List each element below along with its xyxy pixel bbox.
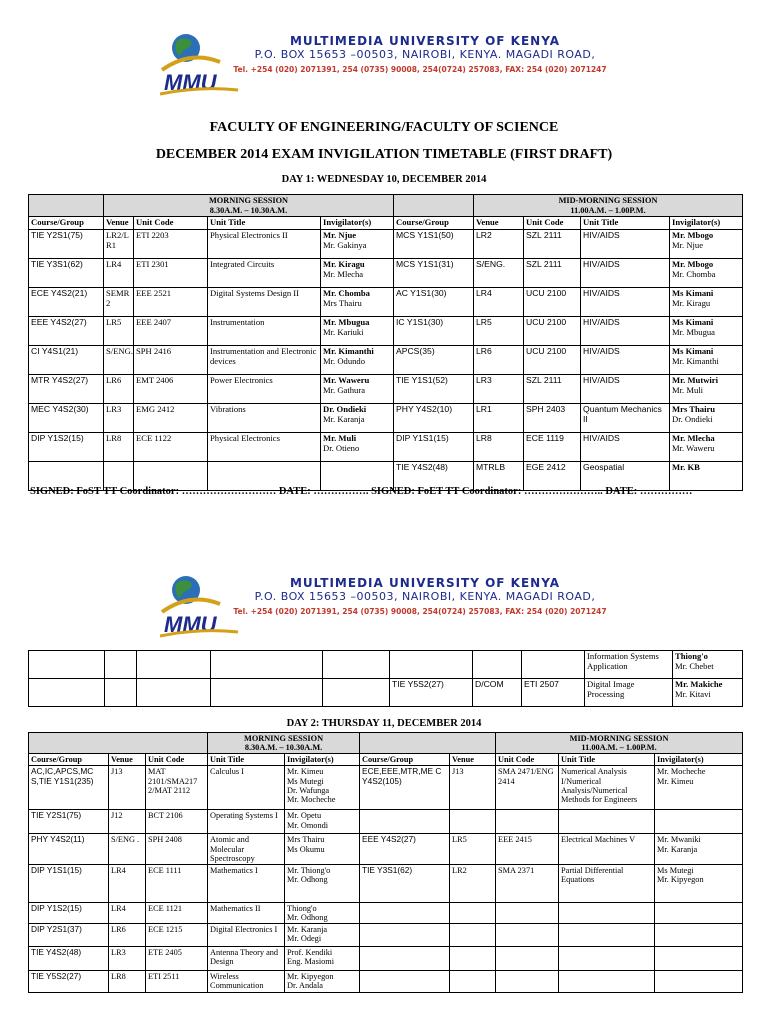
session-label: MORNING SESSION — [208, 196, 289, 205]
course-cell: TIE Y2S1(75) — [29, 229, 104, 258]
morning-session-header — [104, 195, 394, 217]
course-cell: PHY Y4S2(11) — [29, 834, 109, 864]
unit-code-cell: SPH 2403 — [524, 403, 581, 432]
col-code: Unit Code — [134, 217, 208, 230]
unit-title-cell: Geospatial — [581, 461, 670, 490]
unit-title-cell: HIV/AIDS — [581, 432, 670, 461]
col-venue: Venue — [109, 754, 146, 766]
unit-title-cell: Partial Differential Equations — [559, 864, 655, 902]
unit-title-cell: Digital Electronics I — [208, 924, 285, 947]
unit-code-cell: EMT 2406 — [134, 374, 208, 403]
venue-cell: LR2/L R1 — [104, 229, 134, 258]
venue-cell — [450, 810, 496, 834]
unit-code-cell: ECE 1122 — [134, 432, 208, 461]
invigilator-secondary: Mr. Karanja — [323, 413, 365, 424]
university-address: P.O. BOX 15653 –00503, NAIROBI, KENYA. MAGADI ROAD, — [254, 48, 596, 61]
course-cell — [29, 651, 105, 679]
invigilator-cell: Mrs Thairu Ms Okumu — [285, 834, 360, 864]
venue-cell: S/ENG. — [104, 345, 134, 374]
unit-code-cell — [137, 679, 211, 707]
course-cell: PHY Y4S2(10) — [394, 403, 474, 432]
unit-code-cell: ECE 1119 — [524, 432, 581, 461]
day1-title: DAY 1: WEDNESDAY 10, DECEMBER 2014 — [281, 174, 487, 185]
unit-code-cell: SZL 2111 — [524, 229, 581, 258]
table-row — [29, 229, 743, 258]
unit-title-cell: Digital Image Processing — [585, 679, 673, 707]
col-venue: Venue — [104, 217, 134, 230]
venue-cell: LR8 — [474, 432, 524, 461]
invigilator-primary: Mr. KB — [672, 461, 700, 472]
invigilator-primary: Mr. Mbogo — [672, 229, 714, 240]
venue-cell: LR1 — [474, 403, 524, 432]
venue-cell — [105, 651, 137, 679]
venue-cell: LR3 — [104, 403, 134, 432]
university-tel: Tel. +254 (020) 2071391, 254 (0735) 90008, 254(0724) 257083, FAX: 254 (020) 2071247 — [233, 65, 607, 74]
unit-code-cell — [496, 902, 559, 923]
venue-cell: LR3 — [109, 947, 146, 971]
table-row — [29, 345, 743, 374]
col-code: Unit Code — [146, 754, 208, 766]
unit-title-cell: Integrated Circuits — [208, 258, 321, 287]
faculty-title: FACULTY OF ENGINEERING/FACULTY OF SCIENCE — [209, 120, 559, 135]
venue-cell: SEMR 2 — [104, 287, 134, 316]
unit-code-cell: ETI 2203 — [134, 229, 208, 258]
exam-title: DECEMBER 2014 EXAM INVIGILATION TIMETABLE (FIRST DRAFT) — [155, 147, 613, 162]
unit-code-cell: EEE 2521 — [134, 287, 208, 316]
unit-code-cell: UCU 2100 — [524, 287, 581, 316]
course-cell: EEE Y4S2(27) — [360, 834, 450, 864]
table-row — [29, 902, 743, 923]
course-cell — [29, 679, 105, 707]
course-cell — [360, 971, 450, 993]
col-course: Course/Group — [29, 754, 109, 766]
unit-code-cell: SZL 2111 — [524, 258, 581, 287]
invigilator-cell — [321, 403, 394, 432]
unit-title-cell: Quantum Mechanics II — [581, 403, 670, 432]
course-cell: MTR Y4S2(27) — [29, 374, 104, 403]
invigilator-secondary: Mr. Njue — [672, 239, 704, 250]
table-row — [29, 403, 743, 432]
invigilator-cell: Ms Mutegi Mr. Kipyegon — [655, 864, 743, 902]
invigilator-cell — [321, 374, 394, 403]
col-invigilators: Invigilator(s) — [285, 754, 360, 766]
venue-cell: J13 — [109, 766, 146, 810]
venue-cell: LR5 — [104, 316, 134, 345]
venue-cell — [450, 924, 496, 947]
venue-cell: LR3 — [474, 374, 524, 403]
invigilator-primary: Thiong'o — [675, 651, 708, 661]
venue-cell: LR2 — [450, 864, 496, 902]
col-code: Unit Code — [496, 754, 559, 766]
table-row — [29, 834, 743, 864]
unit-code-cell — [496, 971, 559, 993]
course-cell: ECE Y4S2(21) — [29, 287, 104, 316]
col-course: Course/Group — [29, 217, 104, 230]
unit-title-cell: Numerical Analysis I/Numerical Analysis/Numerical Methods for Engineers — [559, 766, 655, 810]
course-cell: AC,IC,APCS,MC S,TIE Y1S1(235) — [29, 766, 109, 810]
col-title: Unit Title — [208, 754, 285, 766]
col-title: Unit Title — [208, 217, 321, 230]
invigilator-primary: Ms Kimani — [672, 316, 714, 327]
unit-code-cell: ETI 2511 — [146, 971, 208, 993]
header-blank — [29, 733, 208, 754]
table-row — [29, 810, 743, 834]
unit-code-cell: SMA 2471/ENG 2414 — [496, 766, 559, 810]
invigilator-cell — [321, 345, 394, 374]
unit-title-cell: Operating Systems I — [208, 810, 285, 834]
course-cell: DIP Y1S1(15) — [29, 864, 109, 902]
unit-title-cell — [559, 902, 655, 923]
mmu-logo-icon — [160, 572, 240, 642]
unit-title-cell: Wireless Communication — [208, 971, 285, 993]
unit-title-cell: HIV/AIDS — [581, 374, 670, 403]
invigilator-secondary: Mr. Mbugua — [672, 326, 715, 337]
table-row — [29, 947, 743, 971]
unit-title-cell — [559, 947, 655, 971]
invigilator-secondary: Mrs Thairu — [323, 297, 362, 308]
unit-code-cell: SPH 2408 — [146, 834, 208, 864]
invigilator-secondary: Mr. Mlecha — [323, 268, 364, 279]
invigilator-cell — [321, 287, 394, 316]
venue-cell — [450, 947, 496, 971]
invigilator-secondary: Dr. Ondieki — [672, 413, 713, 424]
invigilator-cell: Mr. Opetu Mr. Omondi — [285, 810, 360, 834]
unit-title-cell: Mathematics II — [208, 902, 285, 923]
invigilator-cell — [655, 810, 743, 834]
unit-code-cell — [496, 810, 559, 834]
morning-session-header — [208, 733, 360, 754]
venue-cell: LR2 — [474, 229, 524, 258]
unit-title-cell: Mathematics I — [208, 864, 285, 902]
unit-code-cell — [522, 651, 585, 679]
course-cell: DIP Y1S1(15) — [394, 432, 474, 461]
invigilator-primary: Mr. Kimanthi — [323, 345, 374, 356]
col-course: Course/Group — [360, 754, 450, 766]
invigilator-cell — [655, 924, 743, 947]
course-cell: CI Y4S1(21) — [29, 345, 104, 374]
mid-session-header — [496, 733, 743, 754]
venue-cell: MTRLB — [474, 461, 524, 490]
session-time: 11.00A.M. – 1.00P.M. — [581, 743, 657, 753]
venue-cell: LR8 — [104, 432, 134, 461]
invigilator-cell: Mr. Mocheche Mr. Kimeu — [655, 766, 743, 810]
table-row — [29, 651, 743, 679]
col-venue: Venue — [450, 754, 496, 766]
invigilator-secondary: Mr. Gathura — [323, 384, 366, 395]
invigilator-cell — [670, 432, 743, 461]
university-name: MULTIMEDIA UNIVERSITY OF KENYA — [289, 576, 561, 590]
table-row — [29, 924, 743, 947]
continuation-table — [28, 650, 743, 707]
invigilator-primary: Mr. Njue — [323, 229, 357, 240]
unit-title-cell: Digital Systems Design II — [208, 287, 321, 316]
invigilator-secondary: Mr. Odundo — [323, 355, 366, 366]
unit-title-cell: HIV/AIDS — [581, 287, 670, 316]
invigilator-secondary: Mr. Kimanthi — [672, 355, 719, 366]
unit-code-cell: BCT 2106 — [146, 810, 208, 834]
unit-title-cell: Power Electronics — [208, 374, 321, 403]
invigilator-secondary: Mr. Chebet — [675, 660, 714, 671]
header-blank — [394, 195, 474, 217]
col-invigilators: Invigilator(s) — [321, 217, 394, 230]
venue-cell: LR8 — [109, 971, 146, 993]
venue-cell: J13 — [450, 766, 496, 810]
course-cell: DIP Y1S2(15) — [29, 432, 104, 461]
table-row — [29, 766, 743, 810]
invigilator-cell: Mr. Kimeu Ms Mutegi Dr. Wafunga Mr. Mocheche — [285, 766, 360, 810]
venue-cell: D/COM — [473, 679, 522, 707]
venue-cell — [450, 902, 496, 923]
invigilator-cell: Mr. Mwaniki Mr. Karanja — [655, 834, 743, 864]
venue-cell: LR6 — [109, 924, 146, 947]
venue-cell: LR6 — [104, 374, 134, 403]
unit-code-cell: SPH 2416 — [134, 345, 208, 374]
venue-cell: LR6 — [474, 345, 524, 374]
invigilator-cell — [655, 947, 743, 971]
unit-title-cell — [559, 924, 655, 947]
unit-code-cell: ETE 2405 — [146, 947, 208, 971]
unit-title-cell — [211, 679, 323, 707]
invigilator-primary: Mr. Waweru — [323, 374, 370, 385]
university-address: P.O. BOX 15653 –00503, NAIROBI, KENYA. MAGADI ROAD, — [254, 590, 596, 603]
venue-cell — [473, 651, 522, 679]
session-label: MID-MORNING SESSION — [558, 196, 658, 205]
svg-text:MMU: MMU — [164, 612, 217, 637]
course-cell: MCS Y1S1(50) — [394, 229, 474, 258]
course-cell: DIP Y1S2(15) — [29, 902, 109, 923]
unit-title-cell — [211, 651, 323, 679]
invigilator-primary: Mr. Mbogo — [672, 258, 714, 269]
unit-title-cell: Calculus I — [208, 766, 285, 810]
table-row — [29, 432, 743, 461]
invigilator-cell — [321, 432, 394, 461]
unit-code-cell: ECE 1121 — [146, 902, 208, 923]
unit-title-cell: Information Systems Application — [585, 651, 673, 679]
invigilator-primary: Ms Kimani — [672, 345, 714, 356]
invigilator-cell — [673, 679, 743, 707]
invigilator-cell — [655, 902, 743, 923]
unit-title-cell — [559, 810, 655, 834]
header-blank — [29, 195, 104, 217]
unit-code-cell — [496, 924, 559, 947]
course-cell — [360, 902, 450, 923]
course-cell: TIE Y5S2(27) — [390, 679, 473, 707]
invigilator-cell — [670, 229, 743, 258]
unit-code-cell: SZL 2111 — [524, 374, 581, 403]
invigilator-cell — [670, 258, 743, 287]
invigilator-primary: Mr. Makiche — [675, 679, 723, 689]
invigilator-cell: Mr. Kipyegon Dr. Andala — [285, 971, 360, 993]
unit-code-cell: EMG 2412 — [134, 403, 208, 432]
venue-cell: J12 — [109, 810, 146, 834]
table-row — [29, 864, 743, 902]
table-row — [29, 287, 743, 316]
day2-title: DAY 2: THURSDAY 11, DECEMBER 2014 — [286, 718, 482, 729]
session-time: 8.30A.M. – 10.30A.M. — [244, 743, 323, 753]
university-header — [160, 572, 610, 642]
unit-code-cell: ETI 2507 — [522, 679, 585, 707]
unit-code-cell: EGE 2412 — [524, 461, 581, 490]
invigilator-secondary: Mr. Gakinya — [323, 239, 367, 250]
unit-title-cell: HIV/AIDS — [581, 345, 670, 374]
invigilator-cell — [670, 316, 743, 345]
university-name: MULTIMEDIA UNIVERSITY OF KENYA — [289, 34, 561, 48]
invigilator-cell: Prof. Kendiki Eng. Masiomi — [285, 947, 360, 971]
venue-cell — [105, 679, 137, 707]
invigilator-cell — [323, 651, 390, 679]
col-code: Unit Code — [524, 217, 581, 230]
unit-title-cell: Physical Electronics II — [208, 229, 321, 258]
header-blank — [360, 733, 496, 754]
invigilator-secondary: Mr. Chomba — [672, 268, 716, 279]
unit-code-cell: EEE 2415 — [496, 834, 559, 864]
course-cell — [360, 810, 450, 834]
course-cell: TIE Y3S1(62) — [360, 864, 450, 902]
venue-cell: LR4 — [104, 258, 134, 287]
unit-title-cell: HIV/AIDS — [581, 258, 670, 287]
invigilator-secondary: Mr. Waweru — [672, 442, 715, 453]
unit-title-cell: Physical Electronics — [208, 432, 321, 461]
venue-cell: S/ENG . — [109, 834, 146, 864]
unit-title-cell — [559, 971, 655, 993]
invigilator-cell — [655, 971, 743, 993]
unit-title-cell: HIV/AIDS — [581, 316, 670, 345]
invigilator-cell — [321, 316, 394, 345]
invigilator-cell — [670, 403, 743, 432]
course-cell: MCS Y1S1(31) — [394, 258, 474, 287]
course-cell: ECE,EEE,MTR,ME C Y4S2(105) — [360, 766, 450, 810]
invigilator-secondary: Mr. Muli — [672, 384, 704, 395]
invigilator-primary: Dr. Ondieki — [323, 403, 367, 414]
session-label: MID-MORNING SESSION — [569, 734, 669, 743]
svg-text:MMU: MMU — [164, 70, 217, 95]
venue-cell: LR4 — [474, 287, 524, 316]
unit-code-cell: UCU 2100 — [524, 345, 581, 374]
invigilator-primary: Mr. Muli — [323, 432, 357, 443]
unit-code-cell: ETI 2301 — [134, 258, 208, 287]
unit-code-cell: UCU 2100 — [524, 316, 581, 345]
invigilator-cell — [670, 287, 743, 316]
venue-cell: S/ENG. — [474, 258, 524, 287]
venue-cell: LR4 — [109, 864, 146, 902]
col-invigilators: Invigilator(s) — [655, 754, 743, 766]
course-cell: TIE Y4S2(48) — [29, 947, 109, 971]
invigilator-primary: Mr. Chomba — [323, 287, 370, 298]
invigilator-cell: Mr. Thiong'o Mr. Odhong — [285, 864, 360, 902]
signature-line: SIGNED: FoST TT Coordinator: ……………………… DATE: ……………. SIGNED: FoET TT Coordinator: ………………….. DATE: …………… — [30, 486, 693, 497]
invigilator-cell: Mr. Karanja Mr. Odegi — [285, 924, 360, 947]
venue-cell: LR4 — [109, 902, 146, 923]
day2-table — [28, 732, 743, 993]
university-header — [160, 30, 610, 100]
invigilator-secondary: Dr. Otieno — [323, 442, 360, 453]
unit-code-cell: ECE 1215 — [146, 924, 208, 947]
invigilator-cell — [321, 229, 394, 258]
invigilator-cell — [321, 258, 394, 287]
course-cell: MEC Y4S2(30) — [29, 403, 104, 432]
table-row — [29, 971, 743, 993]
unit-title-cell: Vibrations — [208, 403, 321, 432]
col-invigilators: Invigilator(s) — [670, 217, 743, 230]
unit-title-cell: Atomic and Molecular Spectroscopy — [208, 834, 285, 864]
unit-title-cell: Electrical Machines V — [559, 834, 655, 864]
invigilator-cell: Thiong'o Mr. Odhong — [285, 902, 360, 923]
session-label: MORNING SESSION — [244, 734, 324, 743]
col-course: Course/Group — [394, 217, 474, 230]
university-tel: Tel. +254 (020) 2071391, 254 (0735) 90008, 254(0724) 257083, FAX: 254 (020) 2071247 — [233, 607, 607, 616]
col-venue: Venue — [474, 217, 524, 230]
unit-code-cell — [496, 947, 559, 971]
table-row — [29, 316, 743, 345]
unit-code-cell — [137, 651, 211, 679]
course-cell: IC Y1S1(30) — [394, 316, 474, 345]
venue-cell — [450, 971, 496, 993]
col-title: Unit Title — [559, 754, 655, 766]
unit-code-cell: SMA 2371 — [496, 864, 559, 902]
course-cell — [360, 924, 450, 947]
col-title: Unit Title — [581, 217, 670, 230]
invigilator-primary: Mr. Kiragu — [323, 258, 365, 269]
course-cell: TIE Y2S1(75) — [29, 810, 109, 834]
course-cell: APCS(35) — [394, 345, 474, 374]
invigilator-secondary: Mr. Kariuki — [323, 326, 364, 337]
invigilator-primary: Ms Kimani — [672, 287, 714, 298]
venue-cell: LR5 — [450, 834, 496, 864]
invigilator-primary: Mr. Mbugua — [323, 316, 370, 327]
invigilator-cell — [673, 651, 743, 679]
mmu-logo-icon — [160, 30, 240, 100]
course-cell: EEE Y4S2(27) — [29, 316, 104, 345]
invigilator-secondary: Mr. Kiragu — [672, 297, 711, 308]
course-cell: TIE Y4S2(48) — [394, 461, 474, 490]
invigilator-primary: Mr. Mutwiri — [672, 374, 718, 385]
unit-title-cell: Instrumentation — [208, 316, 321, 345]
course-cell: TIE Y1S1(52) — [394, 374, 474, 403]
table-row — [29, 258, 743, 287]
course-cell: TIE Y5S2(27) — [29, 971, 109, 993]
invigilator-cell — [670, 345, 743, 374]
invigilator-primary: Mrs Thairu — [672, 403, 716, 414]
table-row — [29, 679, 743, 707]
venue-cell: LR5 — [474, 316, 524, 345]
unit-code-cell: ECE 1111 — [146, 864, 208, 902]
course-cell — [390, 651, 473, 679]
invigilator-cell — [670, 374, 743, 403]
invigilator-cell — [323, 679, 390, 707]
unit-code-cell: MAT 2101/SMA217 2/MAT 2112 — [146, 766, 208, 810]
unit-title-cell: HIV/AIDS — [581, 229, 670, 258]
session-time: 8.30A.M. – 10.30A.M. — [209, 205, 288, 215]
session-time: 11.00A.M. – 1.00P.M. — [570, 205, 646, 215]
unit-code-cell: EEE 2407 — [134, 316, 208, 345]
table-row — [29, 374, 743, 403]
invigilator-primary: Mr. Mlecha — [672, 432, 715, 443]
course-cell — [360, 947, 450, 971]
course-cell: DIP Y2S1(37) — [29, 924, 109, 947]
unit-title-cell: Instrumentation and Electronic devices — [208, 345, 321, 374]
mid-session-header — [474, 195, 743, 217]
unit-title-cell: Antenna Theory and Design — [208, 947, 285, 971]
day1-table — [28, 194, 743, 491]
course-cell: AC Y1S1(30) — [394, 287, 474, 316]
course-cell: TIE Y3S1(62) — [29, 258, 104, 287]
invigilator-secondary: Mr. Kitavi — [675, 688, 711, 699]
